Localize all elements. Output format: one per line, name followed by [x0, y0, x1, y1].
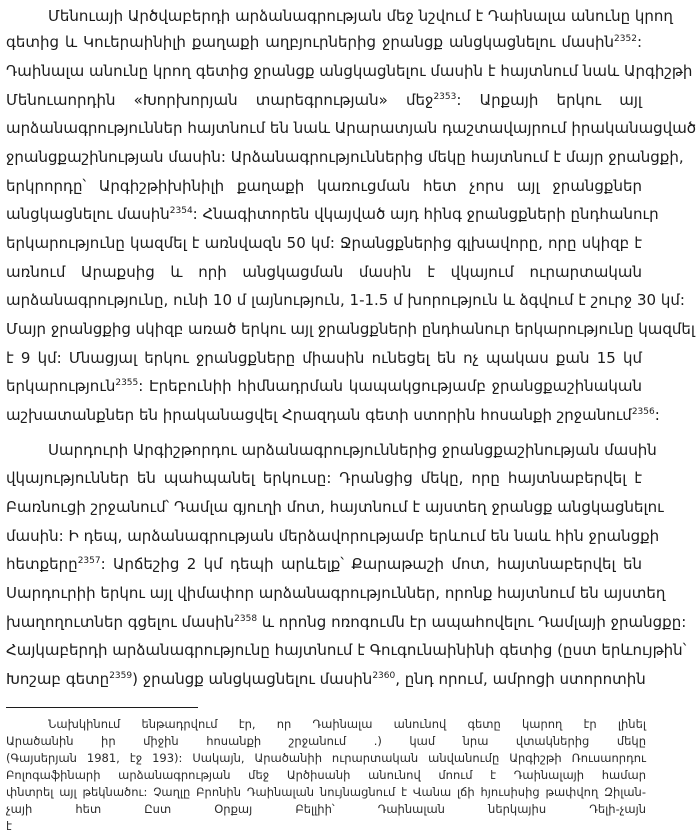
body-line: է 9 կմ: Մնացյալ երկու ջրանցքները միասին ունեցել են ոչ պակաս քան 15 կմ	[6, 349, 642, 367]
body-line: Բառնուցի շրջանում՝ Դամլա գյուղի մոտ, հայտնում է այստեղ ջրանցք անցկացնելու	[6, 498, 664, 516]
body-line: առնում Արաքսից և որի անցկացման մասին է վկայում ուրարտական	[6, 263, 642, 281]
body-line: աշխատանքներ են իրականացվել Հրազդան գետի ստորին հոսանքի շրջանում$^{2356}$:	[6, 406, 660, 424]
footnote-line: չայի հետ Ըստ Օրքայ Բելլիի՝ Դաինալան ներկայիս Դելի-չայն	[6, 802, 646, 816]
body-line: անցկացնելու մասին$^{2354}$: Հնագիտորեն վկայված այդ հինգ ջրանցքների ընդհանուր	[6, 205, 659, 223]
body-line: Սարդուրիի երկու այլ վիմափոր արձանագրություններ, որոնք հայտնում են այստեղ	[6, 584, 666, 602]
body-line: հետքերը$^{2357}$: Արճեշից 2 կմ դեպի արևելք՝ Քարաթաշի մոտ, հայտնաբերվել են	[6, 555, 642, 573]
footnote-ref[interactable]: 2360	[372, 671, 396, 681]
body-line: երկրորդը՝ Արգիշթիխինիլի քաղաքի կառուցման հետ չորս այլ ջրանցքներ	[6, 177, 642, 195]
body-line: Հայկաբերդի արձանագրությունը հայտնում է Գուգունաինինի գետից (ըստ երևույթին՝	[6, 641, 687, 659]
footnote-ref[interactable]: 2357	[77, 556, 101, 566]
body-line: Խոշաբ գետը$^{2359}$) ջրանցք անցկացնելու մասին$^{2360}$, ընդ որում, ամրոցի ստորոտին	[6, 670, 646, 688]
footnote-line: փնտրել այլ թեկնածու: Չաղլը Բրոնին Դաինալան նույնացնում է Վանա լճի հյուսիսից թափվող Զիլան-	[6, 785, 646, 799]
body-line: Սարդուրի Արգիշթորդու արձանագրություններից ջրանցքաշինության մասին	[48, 441, 657, 459]
body-line: Մենուայի Արծվաբերդի արձանագրության մեջ նշվում է Դաինալա անունը կրող	[48, 7, 673, 25]
footnote-ref[interactable]: 2355	[115, 378, 139, 388]
footnote-ref[interactable]: 2353	[433, 92, 457, 102]
body-line: Դաինալա անունը կրող գետից ջրանցք անցկացնելու մասին է հայտնում նաև Արգիշթի	[6, 62, 693, 80]
body-line: մասին: Ի դեպ, արձանագրության մերձավորությամբ երևում են նաև հին ջրանցքի	[6, 527, 660, 545]
footnote-line: Արածանին իր միջին հոսանքի շրջանում .) կամ նրա վտակներից մեկը	[6, 734, 646, 748]
footnote-line: (Գայսերյան 1981, էջ 193): Սակայն, Արածանիի ուրարտական անվանումը Արգիշթի Ռուսաորդու	[6, 751, 646, 765]
body-line: արձանագրությունը, ունի 10 մ լայնություն, 1-1.5 մ խորություն և ձգվում է շուրջ 30 կմ:	[6, 291, 685, 309]
footnote-ref[interactable]: 2358	[234, 614, 258, 624]
body-line: գետից և Կուերաինիլի քաղաքի աղբյուրներից ջրանցք անցկացնելու մասին$^{2352}$:	[6, 33, 642, 51]
footnote-ref[interactable]: 2356	[631, 407, 655, 417]
footnote-line: Նախկինում ենթադրվում էր, որ Դաինալա անունով գետը կարող էր լինել	[48, 717, 646, 731]
footnote-ref[interactable]: 2352	[614, 34, 637, 44]
body-line: արձանագրություններ հայտնում են նաև Արարատյան դաշտավայրում իրականացված	[6, 119, 696, 137]
footnote-ref[interactable]: 2354	[169, 206, 193, 216]
body-line: ջրանցքաշինության մասին: Արձանագրություններից մեկը հայտնում է մայր ջրանցքի,	[6, 148, 684, 166]
body-line: երկարությունը կազմել է առնվազն 50 կմ: Ջրանցքներից գլխավորը, որը սկիզբ է	[6, 234, 642, 252]
footnote-separator	[6, 707, 198, 708]
body-line: Մայր ջրանցքից սկիզբ առած երկու այլ ջրանցքների ընդհանուր երկարությունը կազմել	[6, 320, 695, 338]
footnote-line: է	[6, 819, 12, 833]
footnote-ref[interactable]: 2359	[109, 671, 133, 681]
body-line: վկայություններ են պահպանել երկուսը: Դրանցից մեկը, որը հայտնաբերվել է	[6, 469, 642, 487]
body-line: խաղողուտներ գցելու մասին$^{2358}$ և որոնց ոռոգումն էր ապահովելու Դամլայի ջրանցքը:	[6, 613, 687, 631]
body-line: երկարություն$^{2355}$: Էրեբունիի հիմնադրման կապակցությամբ ջրանցքաշինական	[6, 377, 642, 395]
body-line: Մենուաորդին «Խորխորյան տարեգրության» մեջ$^{2353}$: Արքայի երկու այլ	[6, 91, 642, 109]
footnote-line: Բոլոգաֆինարի արձանագրության մեջ Արծիսանի անունով մոում է Դաինալայի համար	[6, 768, 646, 782]
